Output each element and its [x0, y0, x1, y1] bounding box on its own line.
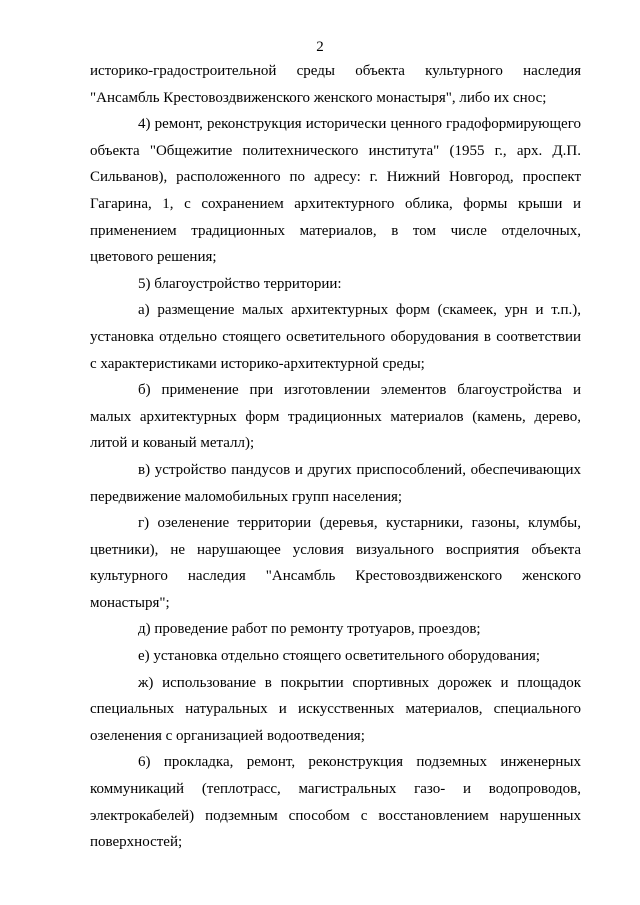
paragraph-item-6: 6) прокладка, ремонт, реконструкция подземных инженерных коммуникаций (теплотрасс, магистральных газо- и водопроводов, электрокабелей) подземным способом с восстановлением нарушенных поверхностей; — [90, 754, 581, 851]
paragraph-continuation: историко-градостроительной среды объекта культурного наследия "Ансамбль Крестовоздвиженского женского монастыря", либо их снос; — [90, 63, 581, 106]
page-number: 2 — [316, 39, 324, 55]
paragraph-item-5d: г) озеленение территории (деревья, кустарники, газоны, клумбы, цветники), не нарушающее условия визуального восприятия объекта культурного наследия "Ансамбль Крестовоздвиженского женского монастыря"; — [90, 515, 581, 611]
paragraph-item-5f: е) установка отдельно стоящего осветительного оборудования; — [138, 648, 541, 665]
paragraph-item-5g: ж) использование в покрытии спортивных дорожек и площадок специальных натуральных и искусственных материалов, специального озеленения с организацией водоотведения; — [90, 674, 581, 744]
paragraph-item-5c: в) устройство пандусов и других приспособлений, обеспечивающих передвижение маломобильных групп населения; — [90, 461, 581, 505]
paragraph-item-4: 4) ремонт, реконструкция исторически ценного градоформирующего объекта "Общежитие политехнического института" (1955 г., арх. Д.П. Сильванов), расположенного по адресу: г. Нижний Новгород, проспект Гагарина, 1, с сохранением архитектурного облика, формы крыши и применением традиционных материалов, в том числе отделочных, цветового решения; — [90, 116, 581, 266]
paragraph-item-5: 5) благоустройство территории: — [138, 275, 342, 292]
paragraph-item-5b: б) применение при изготовлении элементов благоустройства и малых архитектурных форм традиционных материалов (камень, дерево, литой и кованый металл); — [90, 382, 581, 452]
paragraph-item-5a: а) размещение малых архитектурных форм (скамеек, урн и т.п.), установка отдельно стоящего осветительного оборудования в соответствии с характеристиками историко-архитектурной среды; — [90, 302, 581, 372]
paragraph-item-5e: д) проведение работ по ремонту тротуаров, проездов; — [138, 621, 481, 638]
document-body — [90, 58, 581, 856]
